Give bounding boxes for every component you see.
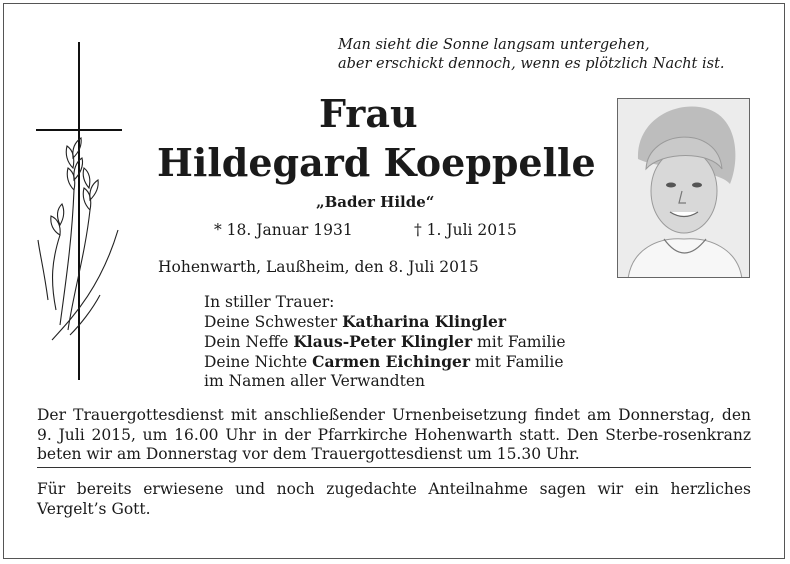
- mourner-relation: Deine Schwester: [204, 313, 343, 331]
- mourner-nephew: [204, 332, 566, 352]
- cross-wheat-icon: [30, 40, 130, 385]
- mourners-intro: In stiller Trauer:: [204, 293, 335, 311]
- mourners-list: [204, 293, 566, 391]
- mourner-sister: [204, 312, 566, 332]
- deceased-name: Hildegard Koeppelle: [157, 140, 596, 185]
- poem: [338, 36, 725, 74]
- mourner-niece: [204, 352, 566, 372]
- birth-date: * 18. Januar 1931: [214, 221, 353, 239]
- mourner-relation: Deine Nichte: [204, 353, 313, 371]
- mourner-suffix: mit Familie: [472, 333, 566, 351]
- thanks-text: Für bereits erwiesene und noch zugedachte Anteilnahme sagen wir ein herzliches Vergelt’s Gott.: [37, 480, 751, 518]
- mourner-relation: Dein Neffe: [204, 333, 294, 351]
- mourner-name: Klaus-Peter Klingler: [293, 332, 473, 351]
- funeral-service-text: Der Trauergottesdienst mit anschließender Urnenbeisetzung findet am Donnerstag, den 9. Juli 2015, um 16.00 Uhr in der Pfarrkirche Hohenwarth statt. Den Sterbe-rosenkranz beten wir am Donnerstag vor dem Trauergottesdienst um 15.30 Uhr.: [37, 406, 751, 463]
- divider: [37, 467, 751, 468]
- mourner-name: Katharina Klingler: [342, 312, 507, 331]
- salutation: Frau: [319, 91, 418, 136]
- place-and-date: Hohenwarth, Laußheim, den 8. Juli 2015: [158, 258, 479, 276]
- portrait-photo: [617, 98, 750, 278]
- nickname: „Bader Hilde“: [316, 193, 435, 211]
- death-date: † 1. Juli 2015: [414, 221, 517, 239]
- mourner-suffix: mit Familie: [470, 353, 564, 371]
- poem-line-1: Man sieht die Sonne langsam untergehen,: [338, 37, 650, 53]
- mourner-name: Carmen Eichinger: [312, 352, 471, 371]
- mourners-relatives: im Namen aller Verwandten: [204, 372, 425, 390]
- poem-line-2: aber erschickt dennoch, wenn es plötzlich Nacht ist.: [338, 56, 725, 72]
